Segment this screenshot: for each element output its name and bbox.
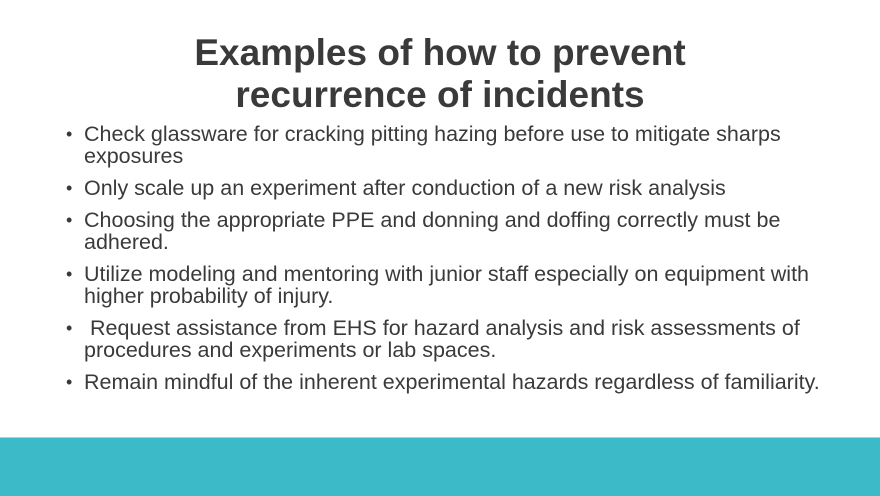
bullet-dot-icon: • xyxy=(66,210,73,230)
bullet-text: Remain mindful of the inherent experimental hazards regardless of familiarity. xyxy=(84,370,820,394)
footer-accent-band xyxy=(0,437,880,496)
bullet-item xyxy=(66,209,826,253)
bullet-item xyxy=(66,123,826,167)
bullet-list xyxy=(66,123,826,403)
bullet-item xyxy=(66,177,826,199)
bullet-dot-icon: • xyxy=(66,372,73,392)
bullet-text: Request assistance from EHS for hazard analysis and risk assessments of procedures and experiments or lab spaces. xyxy=(84,316,806,362)
bullet-text: Choosing the appropriate PPE and donning and doffing correctly must be adhered. xyxy=(84,208,781,254)
slide-title-line-2: recurrence of incidents xyxy=(235,74,645,115)
bullet-dot-icon: • xyxy=(66,264,73,284)
bullet-dot-icon: • xyxy=(66,178,73,198)
bullet-text: Only scale up an experiment after conduction of a new risk analysis xyxy=(84,176,726,200)
bullet-dot-icon: • xyxy=(66,318,73,338)
bullet-item xyxy=(66,317,826,361)
bullet-text: Check glassware for cracking pitting hazing before use to mitigate sharps exposures xyxy=(84,122,781,168)
bullet-text: Utilize modeling and mentoring with junior staff especially on equipment with higher probability of injury. xyxy=(84,262,810,308)
slide-title-line-1: Examples of how to prevent xyxy=(194,32,686,73)
bullet-item xyxy=(66,371,826,393)
slide-title xyxy=(0,32,880,116)
bullet-dot-icon: • xyxy=(66,124,73,144)
bullet-item xyxy=(66,263,826,307)
